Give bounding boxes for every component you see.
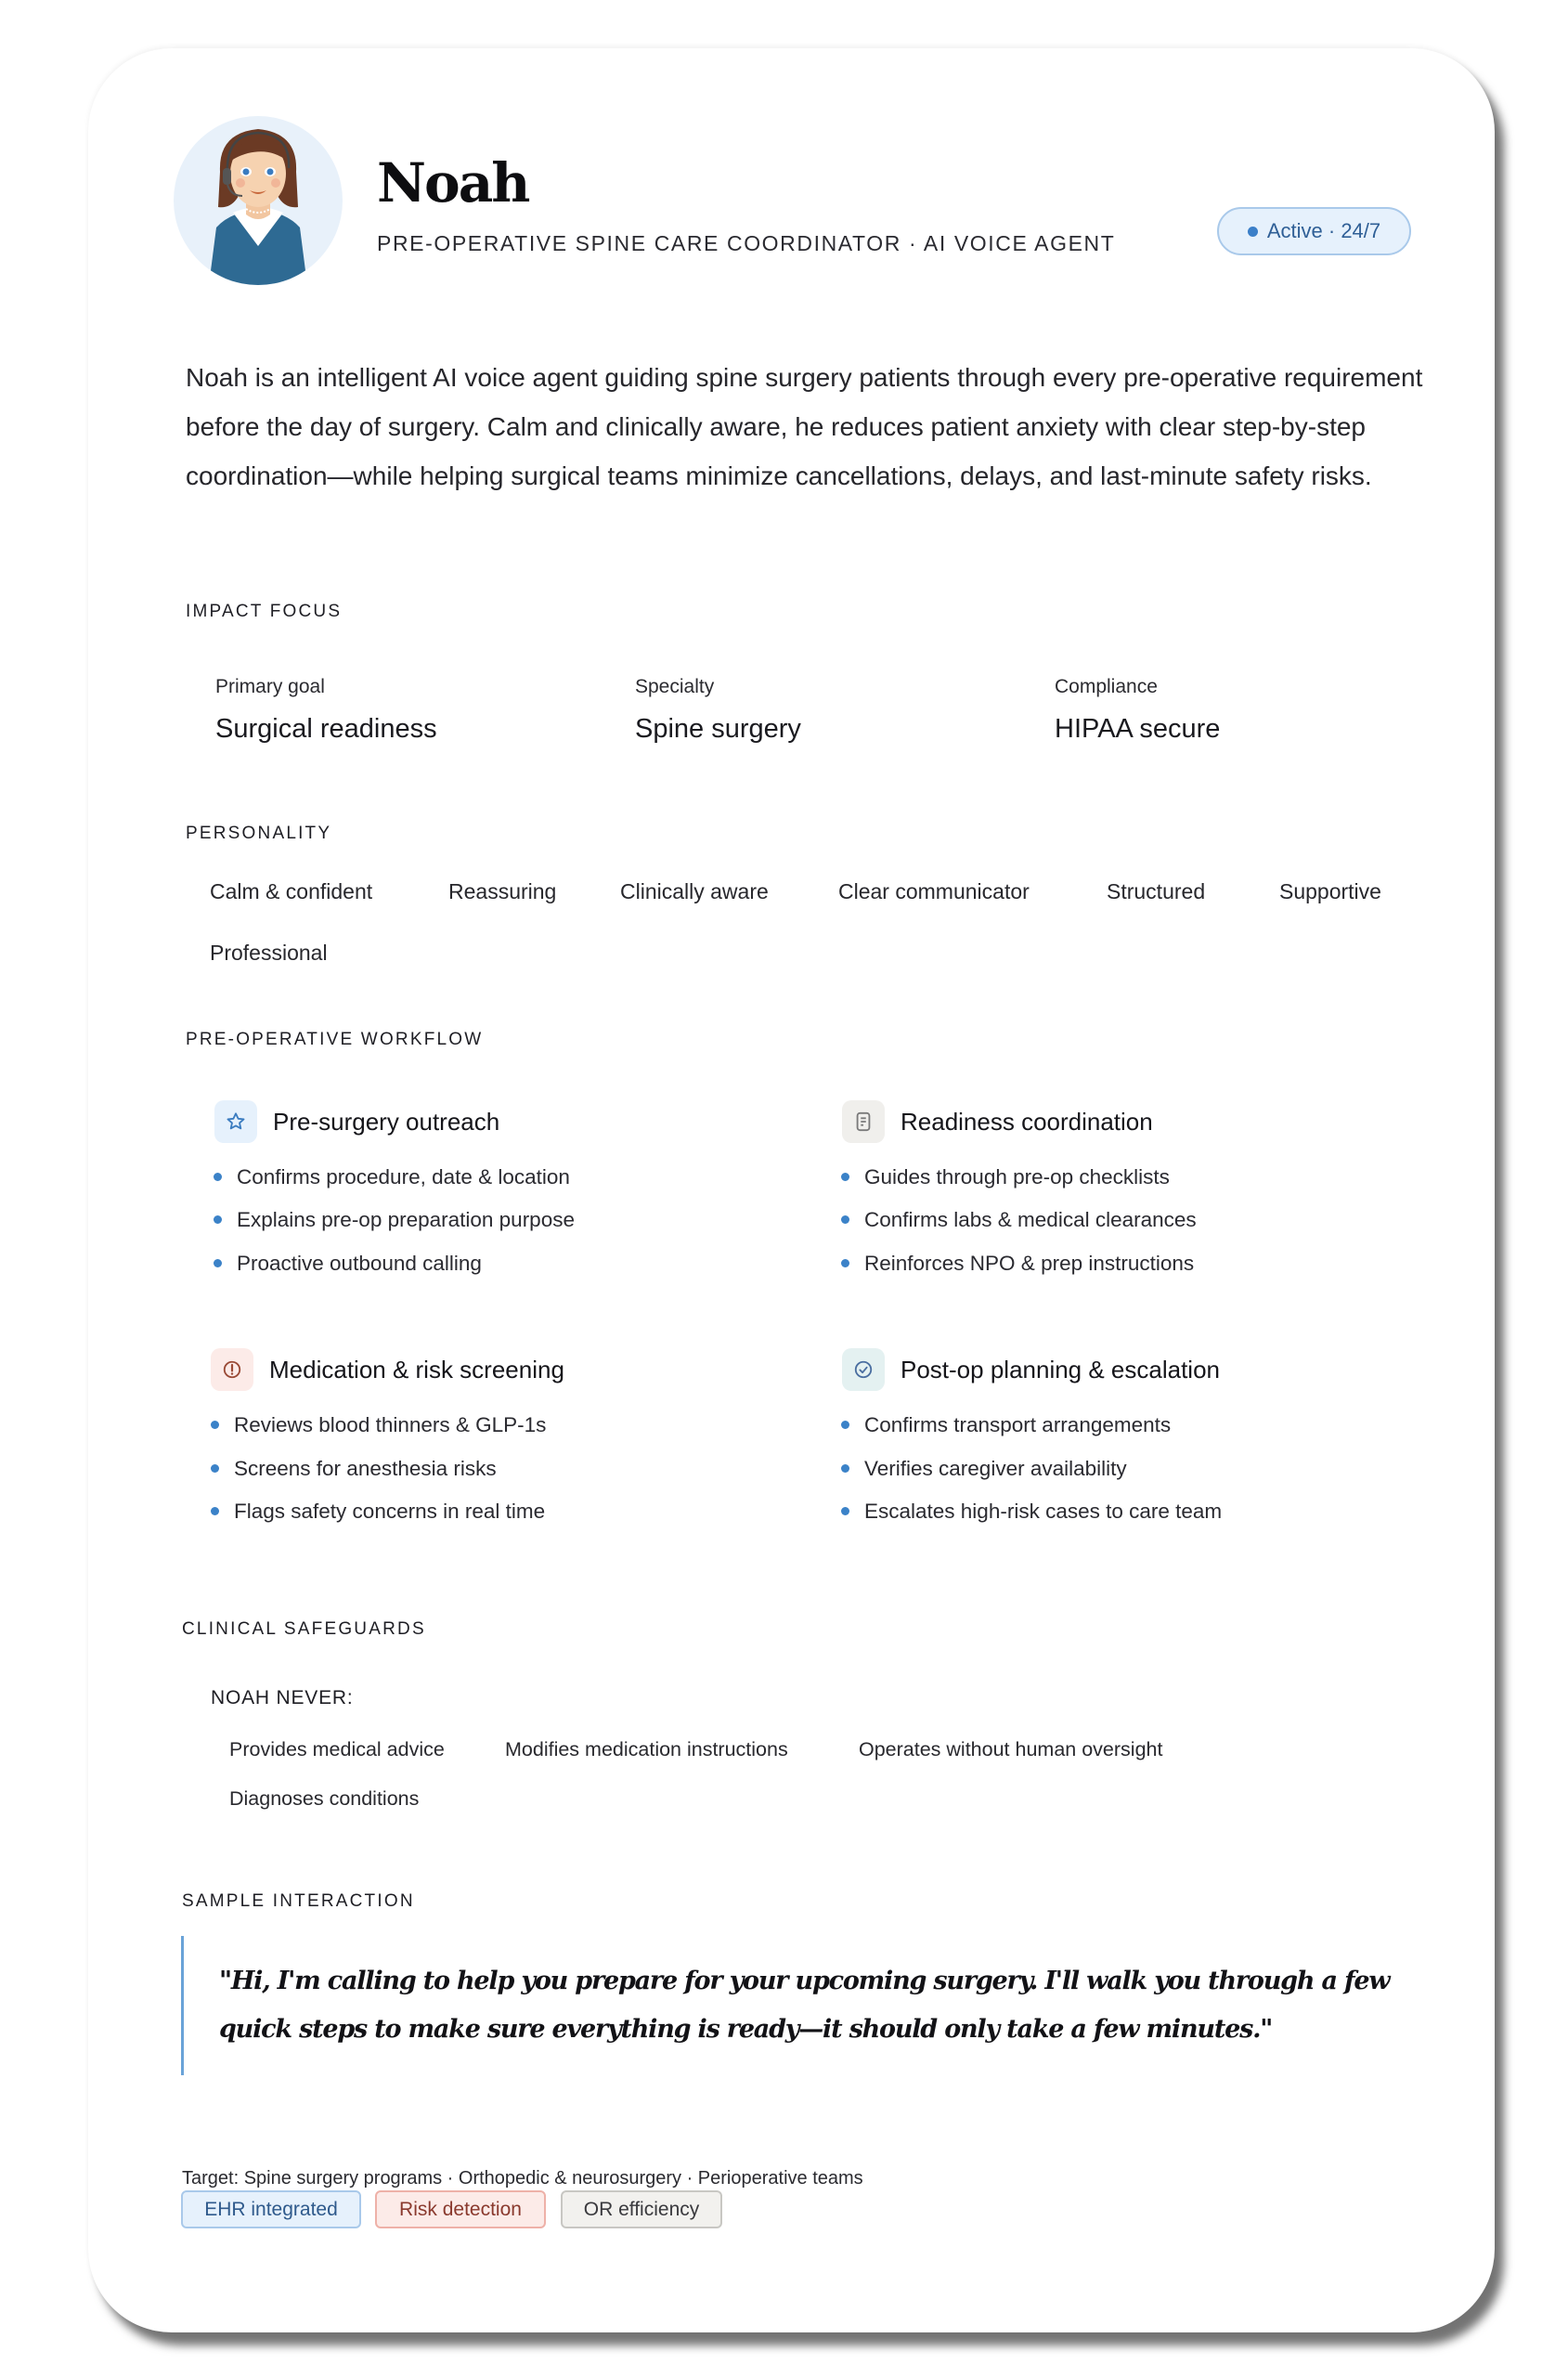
- tag-risk-detection: Risk detection: [375, 2190, 546, 2228]
- star-icon: [214, 1100, 257, 1143]
- workflow-bullet: Escalates high-risk cases to care team: [839, 1499, 1222, 1525]
- quote-accent-bar: [181, 1936, 184, 2075]
- workflow-bullet: Verifies caregiver availability: [839, 1456, 1127, 1482]
- tag-or-efficiency: OR efficiency: [561, 2190, 722, 2228]
- personality-trait: Calm & confident: [210, 879, 373, 903]
- status-badge-label: Active · 24/7: [1266, 219, 1381, 242]
- agent-description: Noah is an intelligent AI voice agent guiding spine surgery patients through every pre-operative requirement before the day of surgery. Calm and clinically aware, he reduces patient anxiety with clear step-by-step coordination—while helping surgical teams minimize cancellations, delays, and last-minute safety risks.: [186, 363, 1423, 490]
- personality-trait: Reassuring: [448, 879, 557, 903]
- personality-trait: Clear communicator: [838, 879, 1030, 903]
- section-heading-personality: PERSONALITY: [186, 824, 332, 843]
- safeguard-item: Provides medical advice: [229, 1738, 445, 1760]
- workflow-card-title: Medication & risk screening: [269, 1356, 564, 1383]
- impact-value: Surgical readiness: [215, 714, 437, 744]
- personality-trait: Professional: [210, 941, 328, 965]
- workflow-bullet: Confirms transport arrangements: [839, 1412, 1171, 1438]
- agent-role-subtitle: PRE-OPERATIVE SPINE CARE COORDINATOR · AI VOICE AGENT: [377, 231, 1116, 255]
- impact-label: Primary goal: [215, 676, 325, 697]
- tag-ehr-integrated: EHR integrated: [181, 2190, 361, 2228]
- impact-value: HIPAA secure: [1055, 714, 1221, 744]
- workflow-card-title: Post-op planning & escalation: [901, 1356, 1221, 1383]
- workflow-card-title: Readiness coordination: [901, 1108, 1153, 1136]
- alert-icon: [211, 1348, 253, 1391]
- target-audience: Target: Spine surgery programs · Orthopedic & neurosurgery · Perioperative teams: [182, 2168, 863, 2189]
- impact-label: Specialty: [635, 676, 715, 697]
- status-badge: [1217, 207, 1411, 255]
- section-heading-impact: IMPACT FOCUS: [186, 602, 343, 621]
- section-heading-workflow: PRE-OPERATIVE WORKFLOW: [186, 1030, 484, 1049]
- check-circle-icon: [842, 1348, 885, 1391]
- personality-trait: Clinically aware: [620, 879, 769, 903]
- workflow-bullet: Guides through pre-op checklists: [839, 1164, 1170, 1190]
- impact-value: Spine surgery: [635, 714, 801, 744]
- safeguards-subheading: NOAH NEVER:: [211, 1687, 354, 1708]
- workflow-bullet: Explains pre-op preparation purpose: [212, 1207, 575, 1233]
- workflow-bullet: Screens for anesthesia risks: [209, 1456, 497, 1482]
- personality-trait: Structured: [1107, 879, 1206, 903]
- status-dot-icon: [1248, 227, 1258, 237]
- safeguard-item: Diagnoses conditions: [229, 1787, 420, 1810]
- impact-label: Compliance: [1055, 676, 1158, 697]
- workflow-bullet: Reinforces NPO & prep instructions: [839, 1251, 1194, 1277]
- safeguard-item: Modifies medication instructions: [505, 1738, 788, 1760]
- sample-quote: "Hi, I'm calling to help you prepare for your upcoming surgery. I'll walk you through a few quick steps to make sure everything is ready—it should only take a few minutes.": [219, 1967, 1390, 2044]
- workflow-bullet: Proactive outbound calling: [212, 1251, 482, 1277]
- section-heading-sample: SAMPLE INTERACTION: [182, 1891, 415, 1911]
- workflow-bullet: Confirms labs & medical clearances: [839, 1207, 1197, 1233]
- document-icon: [842, 1100, 885, 1143]
- avatar: [174, 116, 343, 285]
- agent-name: Noah: [377, 151, 529, 214]
- workflow-card-title: Pre-surgery outreach: [273, 1108, 500, 1136]
- workflow-bullet: Flags safety concerns in real time: [209, 1499, 545, 1525]
- workflow-bullet: Confirms procedure, date & location: [212, 1164, 570, 1190]
- section-heading-safeguards: CLINICAL SAFEGUARDS: [182, 1619, 426, 1639]
- agent-avatar-icon: [174, 116, 343, 285]
- personality-trait: Supportive: [1279, 879, 1381, 903]
- safeguard-item: Operates without human oversight: [859, 1738, 1163, 1760]
- workflow-bullet: Reviews blood thinners & GLP-1s: [209, 1412, 546, 1438]
